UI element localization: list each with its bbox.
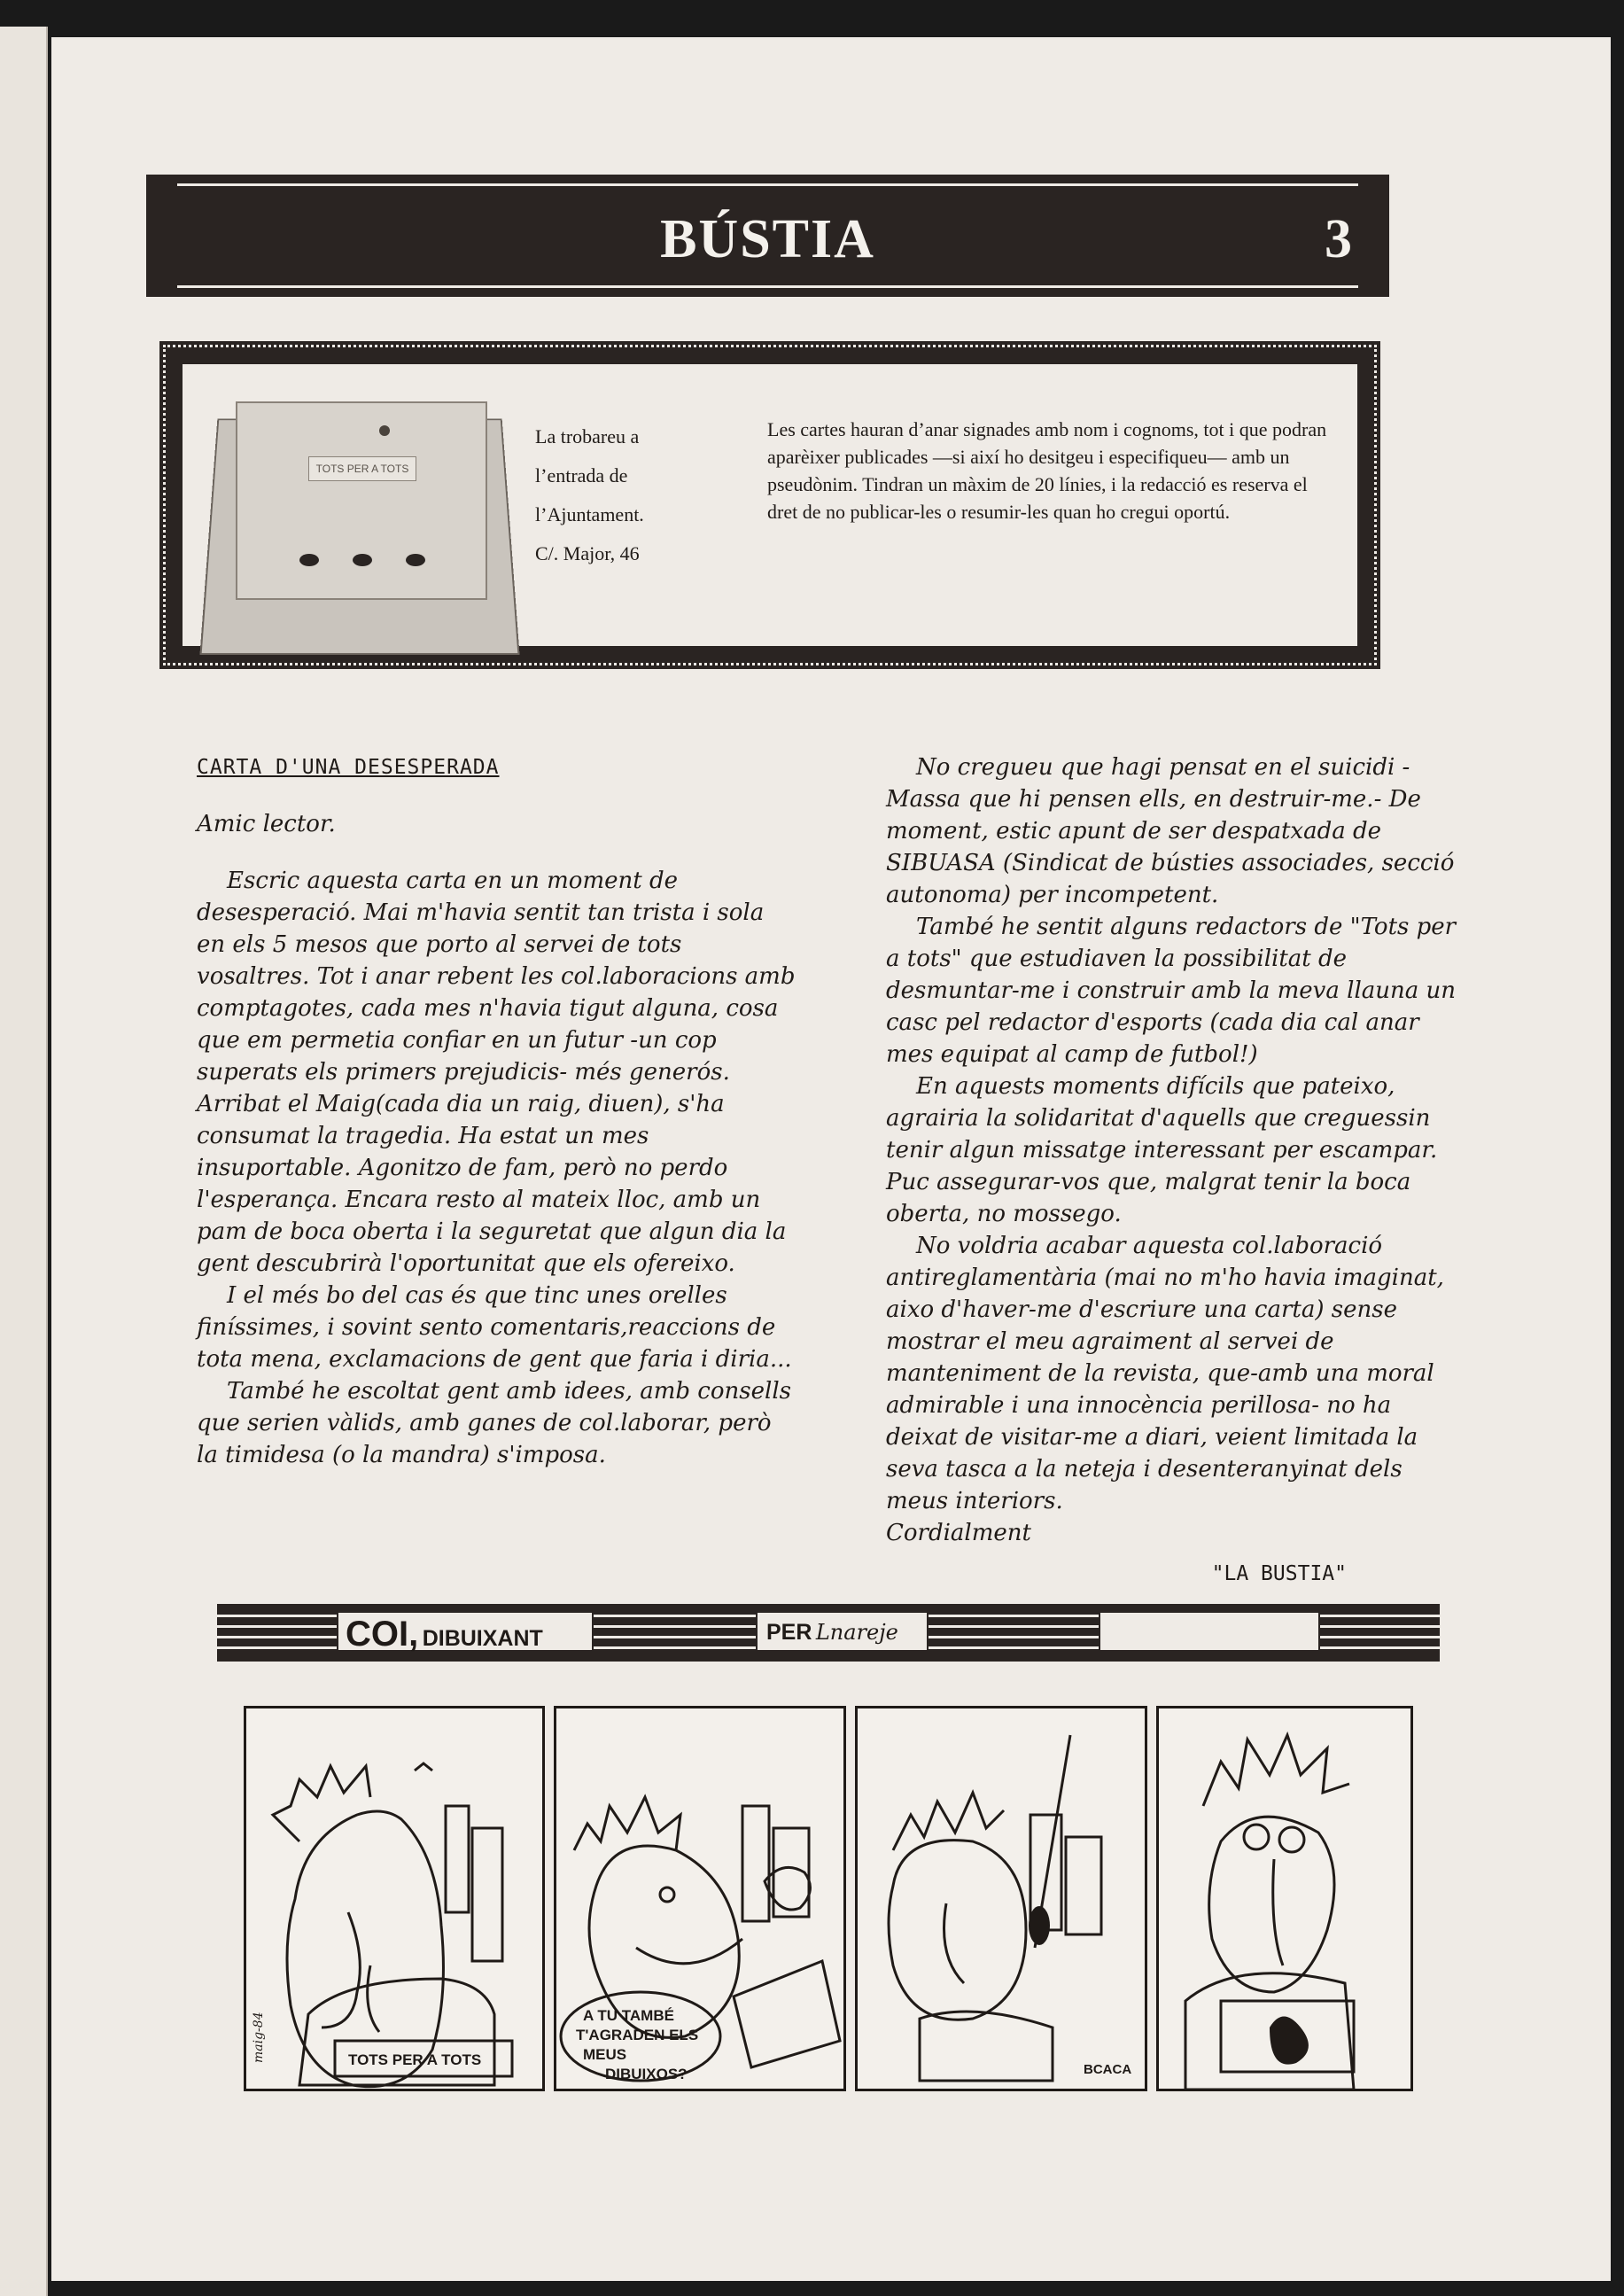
- comic-panel-3: [855, 1706, 1147, 2091]
- mailbox-hole: [299, 554, 319, 566]
- speech-line: T'AGRADEN ELS: [576, 2027, 699, 2043]
- panel-2-drawing: [556, 1708, 846, 2091]
- city-building: [446, 1806, 469, 1912]
- speech-line: DIBUIXOS?: [605, 2066, 688, 2082]
- comic-author-box: [756, 1611, 929, 1652]
- letter-left-column: [197, 751, 799, 1471]
- letter-signature: "LA BUSTIA": [1211, 1562, 1347, 1585]
- character-head: [287, 1811, 443, 2087]
- mailbox-hole: [406, 554, 425, 566]
- character-head: [1209, 1817, 1334, 1992]
- spider: [1029, 1906, 1050, 1945]
- location-line: C/. Major, 46: [535, 542, 640, 564]
- character-eye: [660, 1887, 674, 1902]
- panel-3-drawing: [858, 1708, 1147, 2091]
- comic-title-sub: DIBUIXANT: [422, 1626, 543, 1651]
- comic-author-signature: Lnareje: [815, 1620, 898, 1645]
- city-building: [742, 1806, 769, 1921]
- comic-panel-1: [244, 1706, 545, 2091]
- letter-paragraph: També he sentit alguns redactors de "Tots per a tots" que estudiaven la possibilitat de desmuntar-me i construir amb la meva llauna un casc pel redactor d'esports (cada dia cal anar mes equipat al camp de futbol!): [886, 914, 1457, 1068]
- comic-strip: [244, 1706, 1413, 2091]
- mailbox-location: [535, 417, 686, 573]
- letter-title: CARTA D'UNA DESESPERADA: [197, 756, 500, 779]
- section-title: BÚSTIA: [660, 209, 875, 269]
- comic-title-box: [337, 1611, 594, 1652]
- character-hair: [273, 1766, 370, 1841]
- location-line: l’entrada de: [535, 464, 628, 486]
- comic-panel-2: [554, 1706, 846, 2091]
- letter-signoff: Cordialment: [886, 1520, 1031, 1546]
- mailbox-screw: [379, 425, 390, 436]
- panel-1-date: maig-84: [252, 2012, 266, 2063]
- comic-strip-header: [217, 1604, 1440, 1662]
- comic-title-main: COI,: [346, 1615, 419, 1654]
- character-hair: [574, 1797, 680, 1850]
- mailbox-label: TOTS PER A TOTS: [308, 456, 416, 481]
- comic-panel-4: [1156, 1706, 1413, 2091]
- location-line: La trobareu a: [535, 425, 640, 448]
- panel-1-sign: TOTS PER A TOTS: [348, 2051, 482, 2068]
- character-hair-standing: [1203, 1735, 1349, 1806]
- city-building: [472, 1828, 502, 1961]
- bird-mark: [415, 1763, 432, 1771]
- character-eye: [1244, 1825, 1269, 1849]
- character-mouth: [368, 1965, 379, 2032]
- page-number: 3: [1325, 209, 1352, 269]
- city-building: [1066, 1837, 1101, 1934]
- character-nose: [322, 1912, 360, 2027]
- spider-on-paper: [1270, 2017, 1309, 2065]
- comic-by-label: PER: [766, 1620, 812, 1645]
- character-grin: [636, 1939, 742, 1964]
- bird-character: [765, 1867, 810, 1910]
- character-nose: [1273, 1859, 1283, 1965]
- location-line: l’Ajuntament.: [535, 503, 644, 525]
- speech-line: MEUS: [583, 2046, 627, 2063]
- letter-paragraph: No voldria acabar aquesta col.laboració antireglamentària (mai no m'ho havia imaginat, aixo d'haver-me d'escriure una carta) sense mostrar el meu agraiment al servei de manteniment de la revista, que-amb una moral admirable i una innocència perillosa- no ha deixat de visitar-me a diari, veient limitada la seva tasca a la neteja i desenteranyinat dels meus interiors.: [886, 1233, 1444, 1514]
- character-head: [889, 1841, 1026, 2020]
- held-newspaper: [920, 2012, 1053, 2081]
- letter-right-column: [886, 751, 1462, 1590]
- comic-blank-box: [1099, 1611, 1320, 1652]
- letter-paragraph: En aquests moments difícils que pateixo, agrairia la solidaritat d'aquells que creguessin tenir algun missatge interessant per escampar. Puc assegurar-vos que, malgrat tenir la boca oberta, no mossego.: [886, 1073, 1438, 1227]
- held-newspaper: [734, 1961, 840, 2067]
- header-rule-top: [177, 183, 1358, 186]
- mailbox-lid: [236, 401, 487, 600]
- letter-paragraph: I el més bo del cas és que tinc unes orelles finíssimes, i sovint sento comentaris,reaccions de tota mena, exclamacions de gent que faria i diria...: [197, 1282, 792, 1373]
- letter-paragraph: També he escoltat gent amb idees, amb consells que serien vàlids, amb ganes de col.laborar, però la timidesa (o la mandra) s'imposa.: [197, 1378, 791, 1468]
- letter-paragraph: No cregueu que hagi pensat en el suicidi -Massa que hi pensen ells, en destruir-me.- De moment, estic apunt de ser despatxada de SIBUASA (Sindicat de bústies associades, secció autonoma) per incompetent.: [886, 754, 1455, 908]
- panel-4-drawing: [1159, 1708, 1413, 2091]
- letter-paragraph: Escric aquesta carta en un moment de desesperació. Mai m'havia sentit tan trista i sola en els 5 mesos que porto al servei de tots vosaltres. Tot i anar rebent les col.laboracions amb comptagotes, cada mes n'havia tigut alguna, cosa que em permetia confiar en un futur -un cop superats els primers prejudicis- més generós. Arribat el Maig(cada dia un raig, diuen), s'ha consumat la tragedia. Ha estat un mes insuportable. Agonitzo de fam, però no perdo l'esperança. Encara resto al mateix lloc, amb un pam de boca oberta i la seguretat que algun dia la gent descubrirà l'oportunitat que els ofereixo.: [197, 868, 796, 1277]
- binding-edge: [0, 27, 48, 2296]
- submission-rules: Les cartes hauran d’anar signades amb nom i cognoms, tot i que podran aparèixer publicades —si així ho desitgeu i especifiqueu— amb un pseudònim. Tindran un màxim de 20 línies, i la redacció es reserva el dret de no publicar-les o resumir-les quan ho cregui oportú.: [767, 418, 1327, 523]
- character-body: [299, 1979, 494, 2085]
- character-hair: [893, 1793, 1004, 1850]
- section-header: [146, 175, 1389, 297]
- character-nose: [944, 1903, 965, 1983]
- mailbox-photo: [209, 384, 510, 650]
- header-rule-bottom: [177, 285, 1358, 288]
- panel-1-drawing: [246, 1708, 545, 2091]
- mailbox-info-frame: [159, 341, 1380, 669]
- mailbox-hole: [353, 554, 372, 566]
- character-eye: [1279, 1827, 1304, 1852]
- speech-line: A TU TAMBÉ: [583, 2007, 674, 2024]
- panel-3-sfx: BCACA: [1084, 2062, 1132, 2077]
- letter-greeting: Amic lector.: [197, 811, 336, 837]
